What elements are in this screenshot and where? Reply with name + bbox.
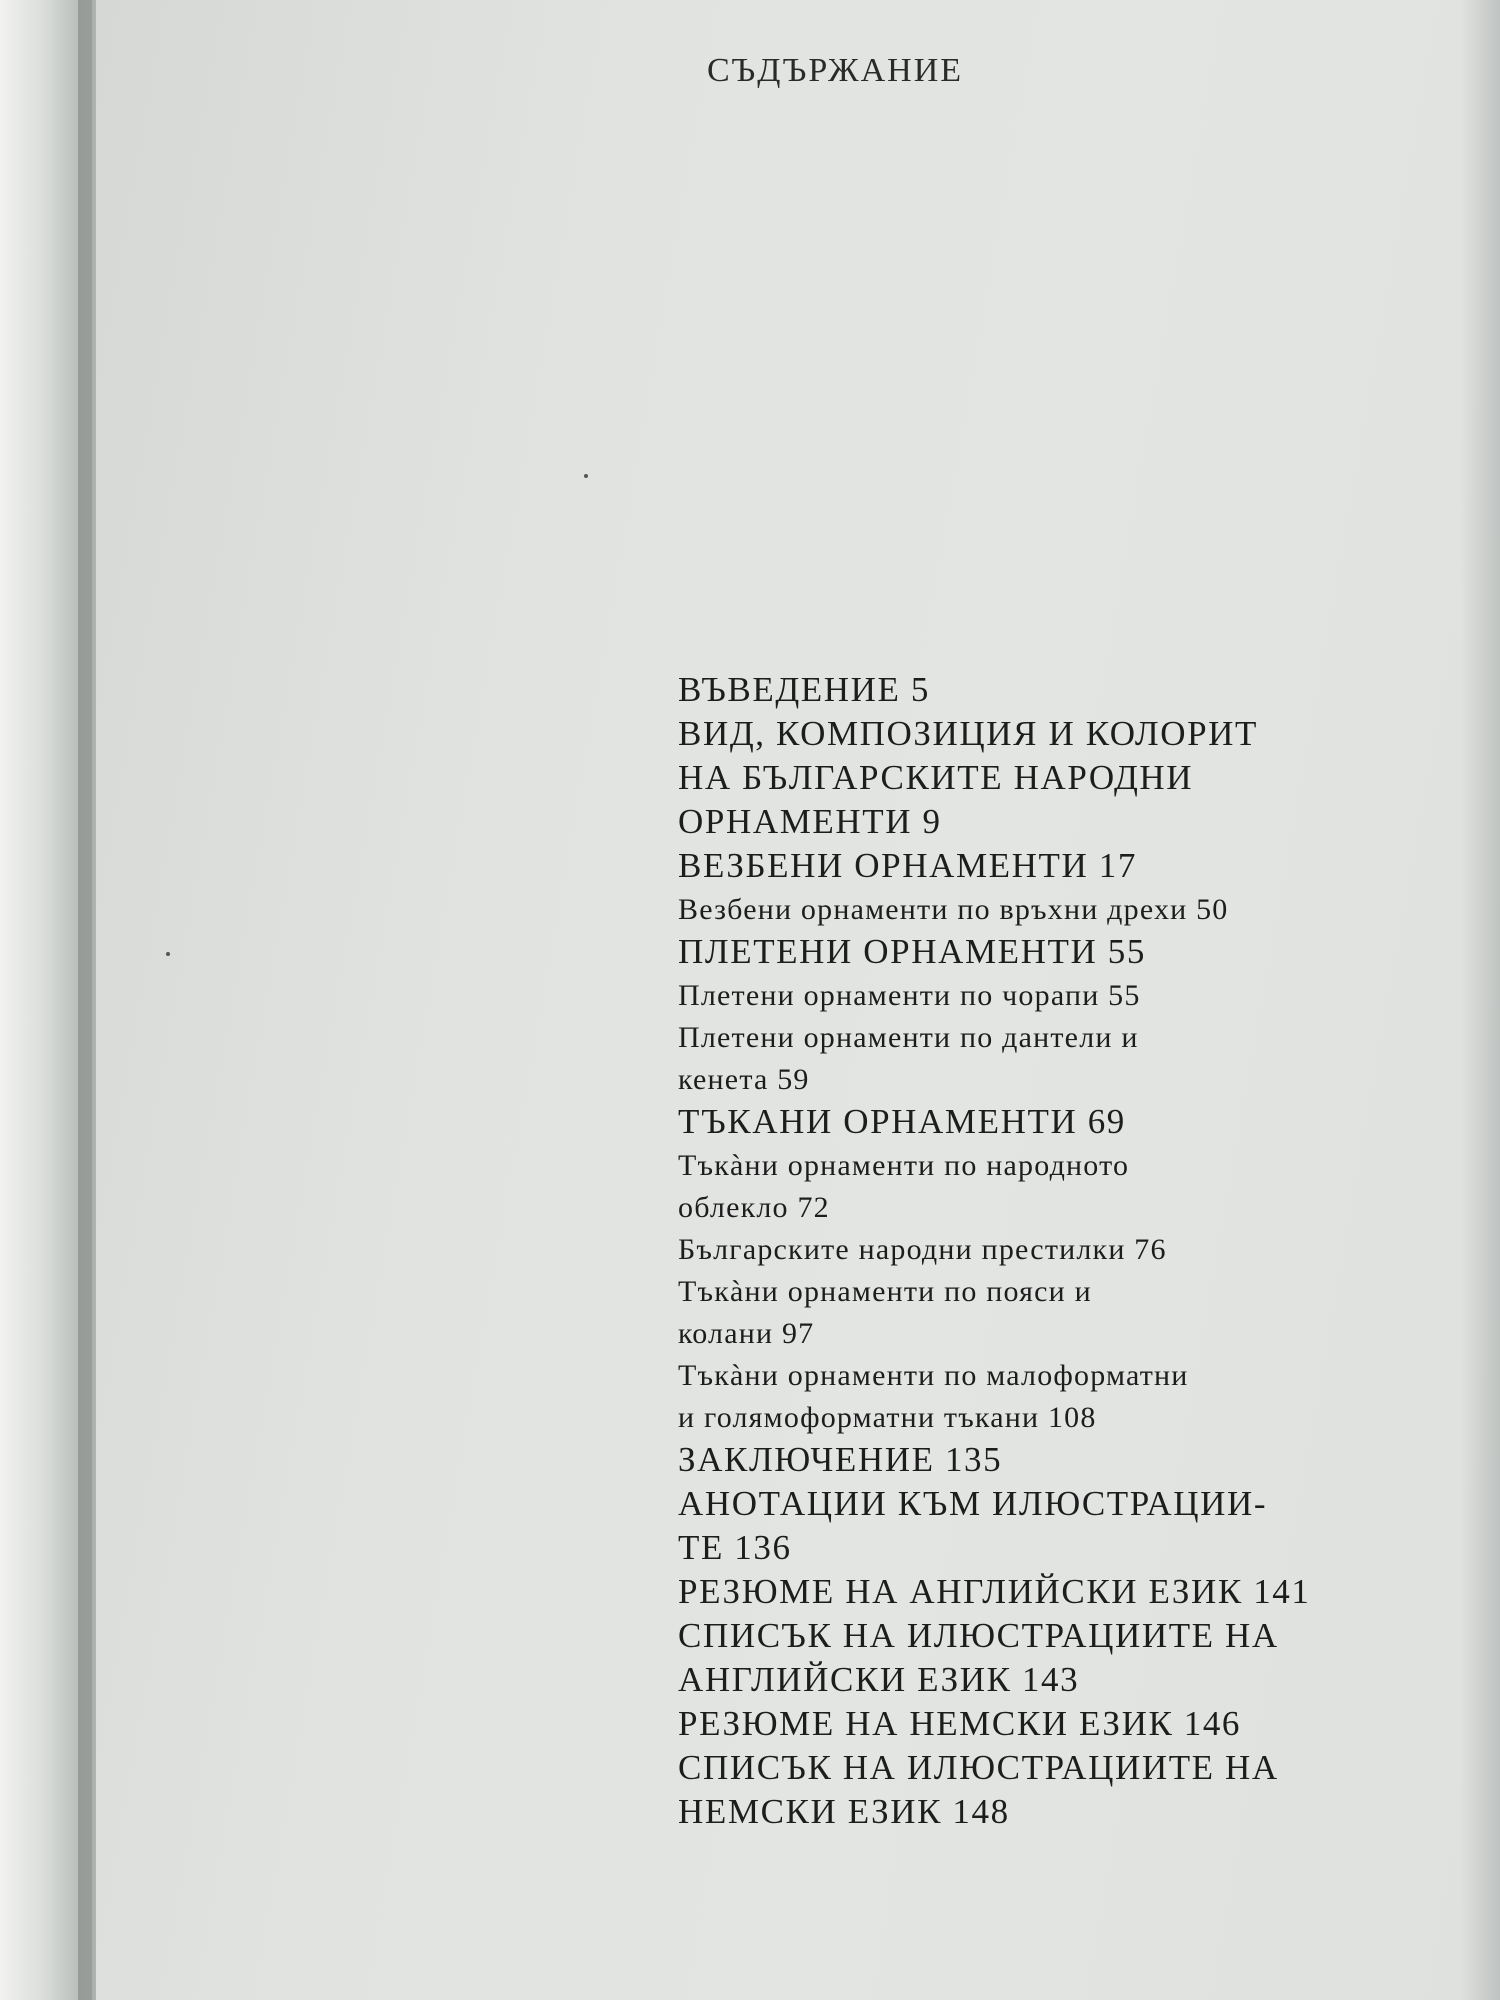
toc-subentry: Тъкàни орнаменти по пояси и	[678, 1275, 1092, 1308]
toc-subentry: колани 97	[678, 1317, 815, 1350]
toc-entry: ОРНАМЕНТИ 9	[678, 802, 942, 841]
table-of-contents	[678, 668, 1478, 1834]
toc-entry: НЕМСКИ ЕЗИК 148	[678, 1792, 1010, 1831]
toc-subentry: облекло 72	[678, 1191, 830, 1224]
ink-speck	[584, 474, 588, 478]
toc-subentry: и голямоформатни тъкани 108	[678, 1401, 1097, 1434]
toc-subentry: Плетени орнаменти по дантели и	[678, 1021, 1139, 1054]
toc-subentry: Българските народни престилки 76	[678, 1233, 1167, 1266]
toc-subentry: Тъкàни орнаменти по малоформатни	[678, 1359, 1189, 1392]
toc-entry: СПИСЪК НА ИЛЮСТРАЦИИТЕ НА	[678, 1616, 1279, 1655]
toc-entry: АНОТАЦИИ КЪМ ИЛЮСТРАЦИИ-	[678, 1484, 1268, 1523]
toc-entry: ТЕ 136	[678, 1528, 792, 1567]
toc-entry: ЗАКЛЮЧЕНИЕ 135	[678, 1440, 1003, 1479]
ink-speck	[166, 952, 170, 956]
toc-entry: ВИД, КОМПОЗИЦИЯ И КОЛОРИТ	[678, 714, 1259, 753]
toc-subentry: Плетени орнаменти по чорапи 55	[678, 979, 1141, 1012]
toc-entry: ВЕЗБЕНИ ОРНАМЕНТИ 17	[678, 846, 1137, 885]
page-title: СЪДЪРЖАНИЕ	[706, 52, 964, 89]
toc-entry: НА БЪЛГАРСКИТЕ НАРОДНИ	[678, 758, 1194, 797]
toc-entry: ПЛЕТЕНИ ОРНАМЕНТИ 55	[678, 932, 1146, 971]
toc-entry: АНГЛИЙСКИ ЕЗИК 143	[678, 1660, 1080, 1699]
toc-entry: ТЪКАНИ ОРНАМЕНТИ 69	[678, 1102, 1126, 1141]
toc-subentry: Тъкàни орнаменти по народното	[678, 1149, 1130, 1182]
toc-entry: ВЪВЕДЕНИЕ 5	[678, 670, 930, 709]
toc-entry: СПИСЪК НА ИЛЮСТРАЦИИТЕ НА	[678, 1748, 1279, 1787]
toc-subentry: Везбени орнаменти по връхни дрехи 50	[678, 893, 1229, 926]
toc-entry: РЕЗЮМЕ НА НЕМСКИ ЕЗИК 146	[678, 1704, 1242, 1743]
toc-entry: РЕЗЮМЕ НА АНГЛИЙСКИ ЕЗИК 141	[678, 1572, 1311, 1611]
toc-subentry: кенета 59	[678, 1063, 810, 1096]
